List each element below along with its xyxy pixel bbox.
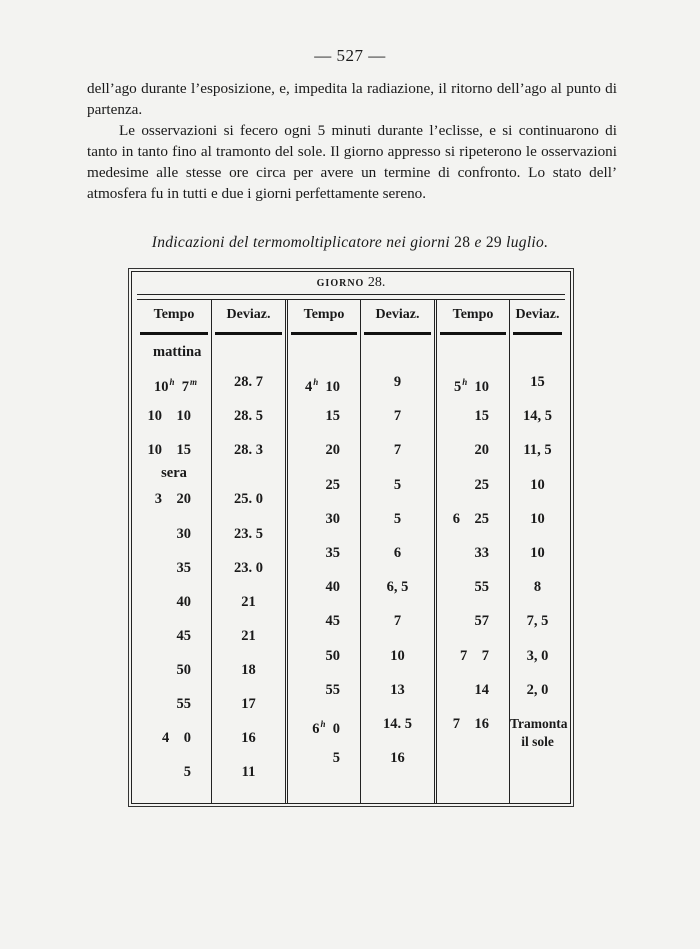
time-hour: 4: [162, 730, 170, 746]
deviation-value: 17: [241, 696, 256, 712]
deviation-value: 28. 7: [234, 374, 263, 390]
header-deviaz-1: Deviaz.: [215, 300, 282, 335]
time-cell: [137, 525, 211, 543]
deviation-cell: [510, 681, 565, 699]
deviation-cell: [212, 627, 285, 645]
deviation-cell: [510, 407, 565, 425]
time-hour: 5: [453, 379, 462, 395]
deviation-value: 2, 0: [526, 682, 549, 698]
time-cell: [288, 441, 360, 459]
deviation-cell: [212, 407, 285, 425]
time-minute: 55: [474, 579, 489, 595]
deviation-value: 28. 3: [234, 442, 263, 458]
deviation-cell: [212, 441, 285, 459]
table-caption: [0, 234, 700, 252]
time-cell: [437, 578, 509, 596]
deviation-value: 23. 5: [234, 526, 263, 542]
time-minute: 5: [332, 750, 340, 766]
deviation-value: 21: [241, 628, 256, 644]
deviation-cell: [361, 681, 434, 699]
deviation-cell: [510, 476, 565, 494]
time-cell: [437, 715, 509, 733]
time-cell: [288, 715, 360, 738]
table-title: [132, 272, 570, 294]
time-minute: 10: [176, 408, 191, 424]
time-minute: 55: [325, 682, 340, 698]
header-tempo-3: Tempo: [440, 300, 506, 335]
deviation-cell: [361, 715, 434, 733]
time-hour: 10: [153, 379, 169, 395]
deviation-value: 10: [390, 648, 405, 664]
deviation-cell: [510, 647, 565, 665]
deviation-cell: [212, 661, 285, 679]
deviation-value: 5: [393, 477, 402, 493]
time-minute: 5: [183, 764, 191, 780]
deviation-value: 9: [393, 374, 402, 390]
time-hour: 4: [304, 379, 313, 395]
time-hour: 6: [452, 511, 460, 527]
col-tempo-1: [137, 300, 211, 803]
deviation-cell: [212, 525, 285, 543]
observation-table: [131, 271, 571, 804]
time-minute: 14: [474, 682, 489, 698]
time-cell: [137, 559, 211, 577]
deviation-value: 5: [393, 511, 402, 527]
time-cell: [288, 476, 360, 494]
deviation-cell: [361, 612, 434, 630]
time-minute: 7: [481, 648, 489, 664]
time-cell: [437, 681, 509, 699]
deviation-cell: [361, 749, 434, 767]
time-minute: 15: [474, 408, 489, 424]
deviation-cell: [361, 647, 434, 665]
time-cell: [437, 407, 509, 425]
deviation-cell: [212, 373, 285, 391]
table-title-number: 28.: [367, 275, 386, 290]
hour-unit: h: [313, 377, 319, 387]
time-hour: 10: [147, 408, 162, 424]
time-cell: [137, 373, 211, 396]
header-tempo-1: Tempo: [140, 300, 208, 335]
time-cell: [288, 407, 360, 425]
deviation-cell: [361, 544, 434, 562]
time-cell: [288, 578, 360, 596]
time-minute: 25: [474, 477, 489, 493]
time-minute: 10: [474, 379, 489, 395]
time-cell: [137, 593, 211, 611]
deviation-value: 11: [241, 764, 256, 780]
deviation-value: 10: [530, 545, 545, 561]
deviation-value: 14, 5: [523, 408, 552, 424]
deviation-value: 23. 0: [234, 560, 263, 576]
time-cell: [288, 510, 360, 528]
time-hour: 7: [452, 716, 460, 732]
time-minute: 25: [474, 511, 489, 527]
caption-text: Indicazioni del termomoltiplicatore nei giorni: [151, 234, 450, 251]
deviation-cell: [361, 373, 434, 391]
header-deviaz-2: Deviaz.: [364, 300, 431, 335]
time-cell: [437, 441, 509, 459]
deviation-note: il sole: [521, 734, 554, 749]
time-cell: [288, 544, 360, 562]
time-cell: [437, 647, 509, 665]
caption-month: luglio.: [506, 234, 549, 251]
deviation-cell: [510, 578, 565, 596]
hour-unit: h: [320, 719, 326, 729]
time-cell: [137, 661, 211, 679]
table-title-word: GIORNO: [316, 278, 365, 289]
col-deviaz-1: [211, 300, 285, 803]
deviation-cell: [510, 373, 565, 391]
time-cell: [288, 647, 360, 665]
time-cell: [137, 407, 211, 425]
deviation-cell: [361, 510, 434, 528]
time-minute: 35: [176, 560, 191, 576]
deviation-cell: [510, 715, 568, 751]
time-minute: 16: [474, 716, 489, 732]
time-hour: 3: [154, 491, 162, 507]
page-number: — 527 —: [314, 46, 386, 65]
time-minute: 15: [176, 442, 191, 458]
deviation-value: 10: [530, 477, 545, 493]
period-label: mattina: [153, 344, 202, 360]
deviation-value: 3, 0: [526, 648, 549, 664]
time-minute: 20: [176, 491, 191, 507]
deviation-value: 16: [241, 730, 256, 746]
time-cell: [137, 763, 211, 781]
deviation-value: 14. 5: [383, 716, 412, 732]
col-deviaz-2: [360, 300, 434, 803]
time-cell: [288, 612, 360, 630]
deviation-value: 13: [390, 682, 405, 698]
deviation-value: 6: [393, 545, 402, 561]
deviation-value: 8: [533, 579, 542, 595]
deviation-value: 25. 0: [234, 491, 263, 507]
deviation-cell: [212, 763, 285, 781]
body-text: [87, 78, 617, 204]
col-tempo-3: [434, 300, 509, 803]
time-hour: 10: [147, 442, 162, 458]
header-tempo-2: Tempo: [291, 300, 357, 335]
caption-day-2: 29: [485, 234, 502, 251]
caption-conj: e: [474, 234, 482, 251]
time-cell: [437, 612, 509, 630]
deviation-value: 16: [390, 750, 405, 766]
deviation-value: 7, 5: [526, 613, 549, 629]
time-minute: 15: [325, 408, 340, 424]
paragraph-2: Le osservazioni si fecero ogni 5 minuti durante l’eclisse, e si continuarono di tanto in tanto fino al tramonto del sole. Il giorno appresso si ripeterono le osservazioni medesime alle stesse ore circa per avere un termine di confronto. Lo stato dell’ atmosfera fu in tutti e due i giorni perfettamente sereno.: [87, 122, 617, 202]
deviation-cell: [510, 441, 565, 459]
time-minute: 0: [183, 730, 191, 746]
time-minute: 0: [332, 721, 340, 737]
deviation-cell: [361, 407, 434, 425]
period-label: sera: [161, 465, 187, 481]
time-cell: [137, 627, 211, 645]
deviation-value: 15: [530, 374, 545, 390]
deviation-cell: [361, 578, 434, 596]
time-minute: 25: [325, 477, 340, 493]
time-minute: 20: [325, 442, 340, 458]
col-tempo-2: [285, 300, 360, 803]
time-cell: [288, 749, 360, 767]
deviation-value: 28. 5: [234, 408, 263, 424]
time-minute: 45: [325, 613, 340, 629]
time-cell: [437, 373, 509, 396]
time-minute: 57: [474, 613, 489, 629]
paragraph-1: dell’ago durante l’esposizione, e, impedita la radiazione, il ritorno dell’ago al punto di partenza.: [87, 80, 617, 118]
time-minute: 33: [474, 545, 489, 561]
deviation-value: 18: [241, 662, 256, 678]
deviation-cell: [510, 612, 565, 630]
deviation-value: Tramonta: [510, 716, 568, 731]
time-minute: 20: [474, 442, 489, 458]
caption-day-1: 28: [454, 234, 471, 251]
time-cell: [437, 544, 509, 562]
deviation-cell: [212, 559, 285, 577]
time-minute: 40: [176, 594, 191, 610]
deviation-value: 11, 5: [523, 442, 552, 458]
deviation-cell: [361, 441, 434, 459]
deviation-value: 10: [530, 511, 545, 527]
table-grid: [137, 300, 568, 803]
minute-unit: m: [189, 377, 197, 387]
time-hour: 6: [312, 721, 320, 737]
time-hour: 7: [460, 648, 468, 664]
time-cell: [437, 510, 509, 528]
time-minute: 50: [325, 648, 340, 664]
hour-unit: h: [169, 377, 175, 387]
deviation-value: 21: [241, 594, 256, 610]
time-minute: 55: [176, 696, 191, 712]
time-minute: 30: [176, 526, 191, 542]
time-cell: [137, 695, 211, 713]
deviation-cell: [212, 695, 285, 713]
deviation-cell: [510, 510, 565, 528]
col-deviaz-3: [509, 300, 568, 803]
time-cell: [288, 373, 360, 396]
time-minute: 45: [176, 628, 191, 644]
time-minute: 40: [325, 579, 340, 595]
hour-unit: h: [462, 377, 468, 387]
time-cell: [437, 476, 509, 494]
time-minute: 7: [181, 379, 189, 395]
header-deviaz-3: Deviaz.: [513, 300, 562, 335]
deviation-cell: [510, 544, 565, 562]
deviation-value: 6, 5: [386, 579, 409, 595]
deviation-cell: [212, 729, 285, 747]
time-minute: 30: [325, 511, 340, 527]
time-minute: 10: [325, 379, 340, 395]
time-minute: 50: [176, 662, 191, 678]
deviation-cell: [212, 593, 285, 611]
time-cell: [137, 441, 211, 459]
deviation-value: 7: [393, 613, 402, 629]
time-cell: [137, 490, 211, 508]
deviation-cell: [361, 476, 434, 494]
time-minute: 35: [325, 545, 340, 561]
deviation-value: 7: [393, 408, 402, 424]
deviation-value: 7: [393, 442, 402, 458]
deviation-cell: [212, 490, 285, 508]
time-cell: [288, 681, 360, 699]
time-cell: [137, 729, 211, 747]
